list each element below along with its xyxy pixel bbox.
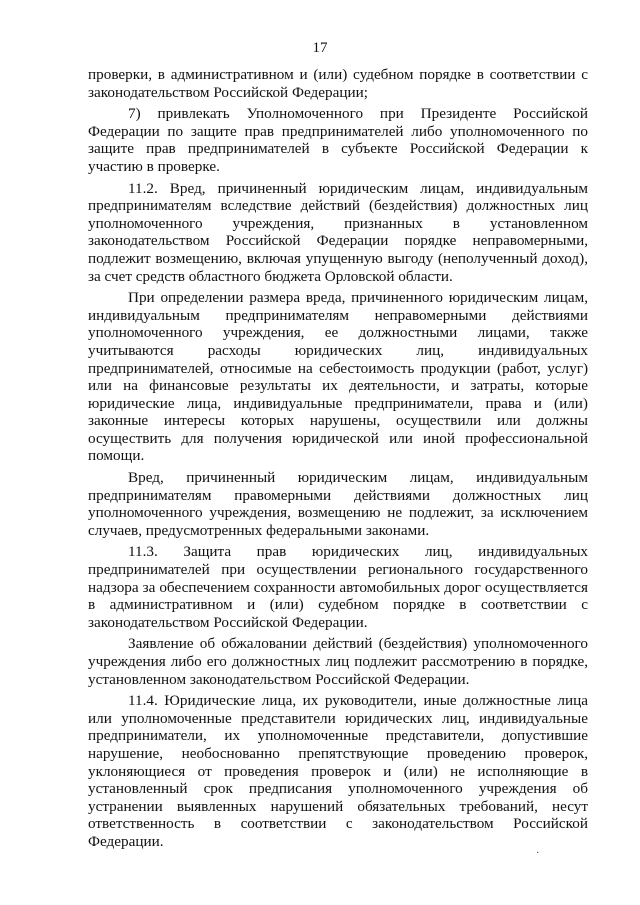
paragraph-11-4: 11.4. Юридические лица, их руководители, иные должностные лица или уполномоченные представители юридических лиц, индивидуальные предприниматели, их уполномоченные представители, допустившие нарушение, необоснованно препятствующие проведению проверок, уклоняющиеся от проведения проверок и (или) не исполняющие в установленный срок предписания уполномоченного учреждения об устранении выявленных нарушений обязательных требований, несут ответственность в соответствии с законодательством Российской Федерации.: [88, 692, 588, 850]
page-number: 17: [312, 40, 328, 56]
paragraph-11-3: 11.3. Защита прав юридических лиц, индивидуальных предпринимателей при осуществлении регионального государственного надзора за обеспечением сохранности автомобильных дорог осуществляется в административном и (или) судебном порядке в соответствии с законодательством Российской Федерации.: [88, 543, 588, 631]
paragraph-item-7: 7) привлекать Уполномоченного при Президенте Российской Федерации по защите прав предпринимателей либо уполномоченного по защите прав предпринимателей в субъекте Российской Федерации к участию в проверке.: [88, 105, 588, 175]
document-body: [88, 66, 588, 855]
paragraph-continuation: проверки, в административном и (или) судебном порядке в соответствии с законодательством Российской Федерации;: [88, 66, 588, 101]
paragraph-appeal: Заявление об обжаловании действий (бездействия) уполномоченного учреждения либо его должностных лиц подлежит рассмотрению в порядке, установленном законодательством Российской Федерации.: [88, 635, 588, 688]
scan-mark: ·: [536, 848, 540, 859]
paragraph-lawful-actions: Вред, причиненный юридическим лицам, индивидуальным предпринимателям правомерными действиями должностных лиц уполномоченного учреждения, возмещению не подлежит, за исключением случаев, предусмотренных федеральными законами.: [88, 469, 588, 539]
paragraph-11-2: 11.2. Вред, причиненный юридическим лицам, индивидуальным предпринимателям вследствие действий (бездействия) должностных лиц уполномоченного учреждения, признанных в установленном законодательством Российской Федерации порядке неправомерными, подлежит возмещению, включая упущенную выгоду (неполученный доход), за счет средств областного бюджета Орловской области.: [88, 179, 588, 285]
paragraph-damage-calculation: При определении размера вреда, причиненного юридическим лицам, индивидуальным предпринимателям неправомерными действиями уполномоченного учреждения, ее должностными лицами, также учитываются расходы юридических лиц, индивидуальных предпринимателей, относимые на себестоимость продукции (работ, услуг) или на финансовые результаты их деятельности, и затраты, которые юридические лица, индивидуальные предприниматели, права и (или) законные интересы которых нарушены, осуществили или должны осуществить для получения юридической или иной профессиональной помощи.: [88, 289, 588, 465]
